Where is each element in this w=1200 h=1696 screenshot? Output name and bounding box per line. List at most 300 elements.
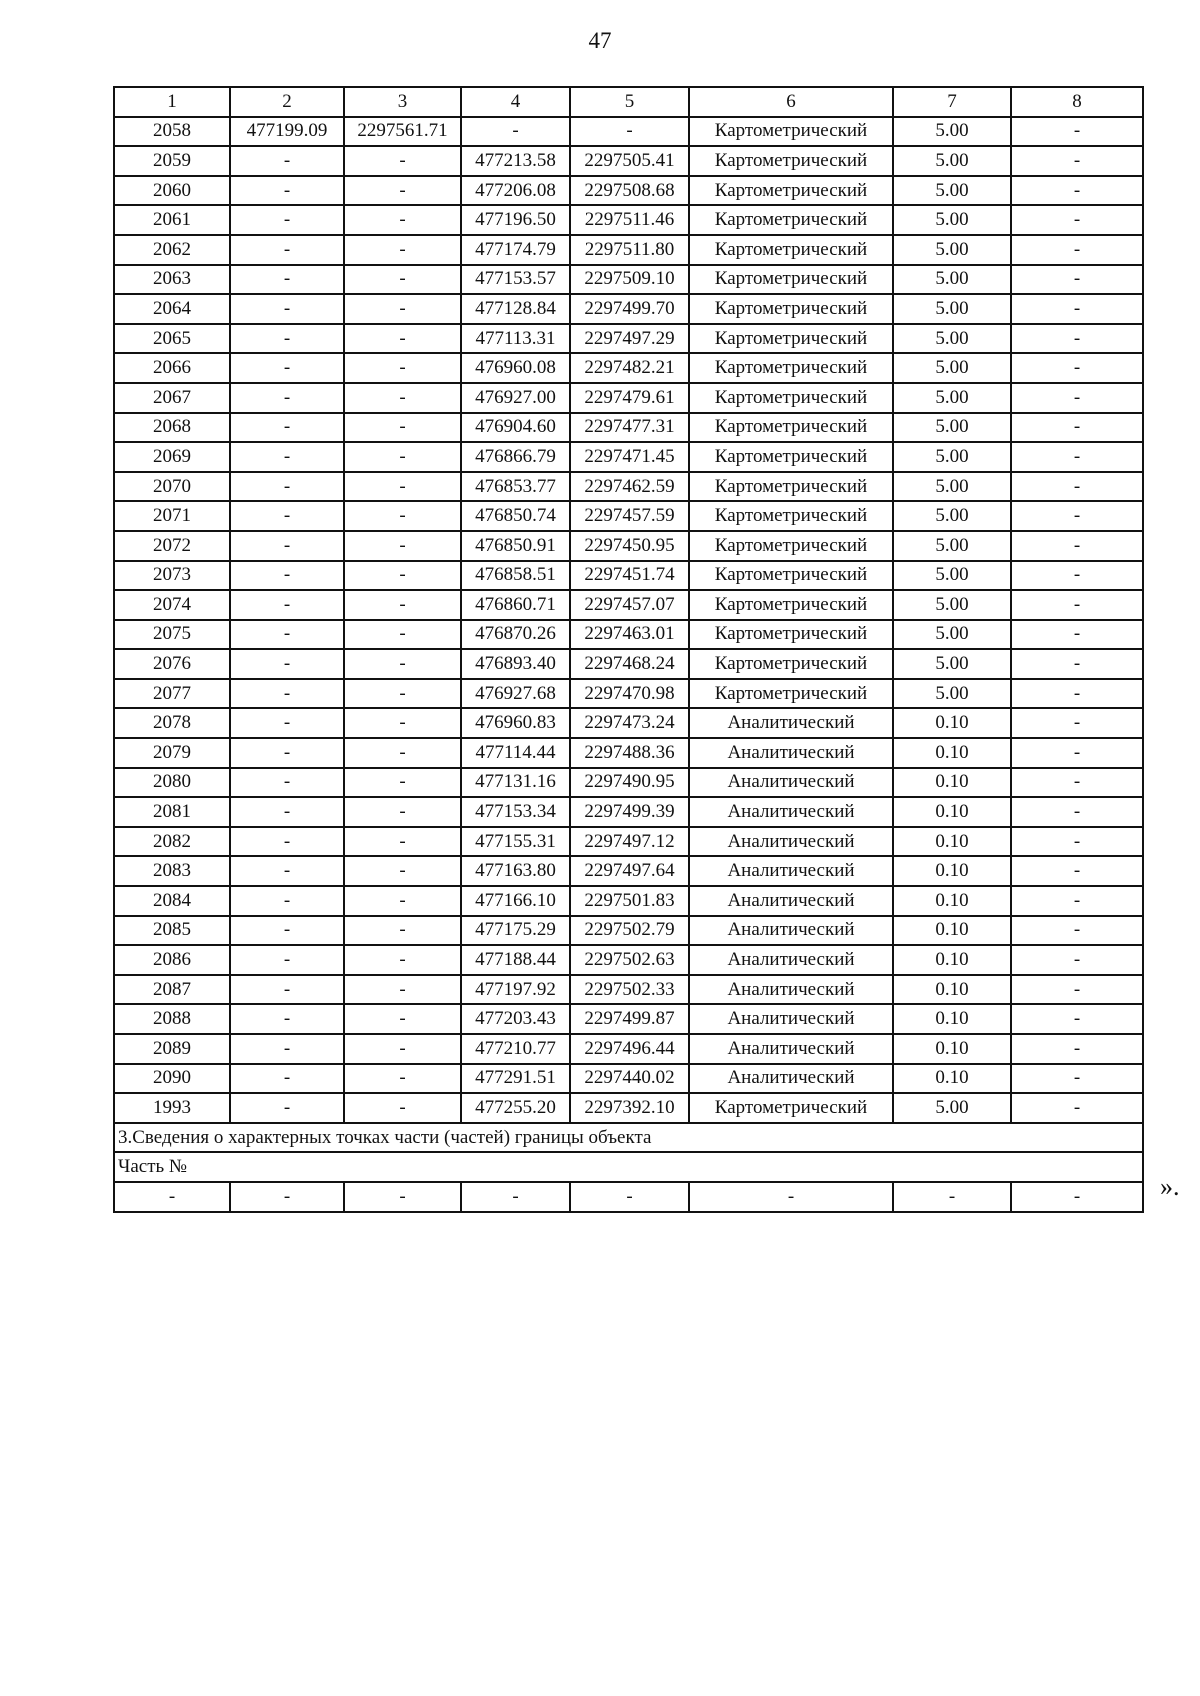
- table-cell: -: [230, 649, 344, 679]
- table-cell: -: [1011, 1182, 1143, 1212]
- table-cell: Картометрический: [689, 235, 893, 265]
- table-cell: 0.10: [893, 768, 1011, 798]
- table-cell: 0.10: [893, 738, 1011, 768]
- table-cell: 2074: [114, 590, 230, 620]
- table-cell: 2075: [114, 620, 230, 650]
- table-cell: 5.00: [893, 679, 1011, 709]
- table-cell: -: [1011, 1064, 1143, 1094]
- table-cell: -: [344, 294, 461, 324]
- table-cell: 5.00: [893, 235, 1011, 265]
- table-cell: 2297508.68: [570, 176, 689, 206]
- table-cell: 2059: [114, 146, 230, 176]
- table-cell: 2297490.95: [570, 768, 689, 798]
- table-row: [114, 146, 1143, 176]
- table-cell: 0.10: [893, 916, 1011, 946]
- table-cell: Картометрический: [689, 117, 893, 147]
- table-cell: -: [230, 590, 344, 620]
- table-cell: 2297499.70: [570, 294, 689, 324]
- table-cell: Аналитический: [689, 1064, 893, 1094]
- table-cell: 2297511.80: [570, 235, 689, 265]
- table-cell: 5: [570, 87, 689, 117]
- table-cell: 0.10: [893, 975, 1011, 1005]
- table-cell: -: [344, 886, 461, 916]
- table-cell: 476904.60: [461, 413, 570, 443]
- table-cell: 477197.92: [461, 975, 570, 1005]
- table-cell: Картометрический: [689, 413, 893, 443]
- closing-quote-mark: ».: [1160, 1172, 1180, 1201]
- table-row: [114, 945, 1143, 975]
- table-cell: 2297479.61: [570, 383, 689, 413]
- table-cell: -: [1011, 856, 1143, 886]
- table-cell: 477210.77: [461, 1034, 570, 1064]
- table-cell: Картометрический: [689, 590, 893, 620]
- table-cell: 2297502.33: [570, 975, 689, 1005]
- table-cell: 0.10: [893, 945, 1011, 975]
- table-row: [114, 1004, 1143, 1034]
- table-cell: 2063: [114, 265, 230, 295]
- table-cell: -: [344, 975, 461, 1005]
- table-cell: -: [230, 679, 344, 709]
- table-cell: -: [1011, 886, 1143, 916]
- table-cell: -: [344, 561, 461, 591]
- table-cell: 477255.20: [461, 1093, 570, 1123]
- table-row: [114, 294, 1143, 324]
- table-cell: -: [689, 1182, 893, 1212]
- table-cell: Аналитический: [689, 738, 893, 768]
- table-cell: -: [1011, 442, 1143, 472]
- table-row: [114, 738, 1143, 768]
- table-cell: 5.00: [893, 176, 1011, 206]
- table-cell: Картометрический: [689, 679, 893, 709]
- table-cell: 2090: [114, 1064, 230, 1094]
- table-cell: 2066: [114, 353, 230, 383]
- table-cell: -: [1011, 383, 1143, 413]
- table-cell: -: [344, 235, 461, 265]
- table-cell: Аналитический: [689, 827, 893, 857]
- table-cell: 4: [461, 87, 570, 117]
- table-cell: 8: [1011, 87, 1143, 117]
- table-cell: 477128.84: [461, 294, 570, 324]
- table-cell: 5.00: [893, 353, 1011, 383]
- table-cell: Картометрический: [689, 501, 893, 531]
- table-cell: 2297392.10: [570, 1093, 689, 1123]
- table-cell: 477174.79: [461, 235, 570, 265]
- table-cell: -: [1011, 797, 1143, 827]
- table-cell: 0.10: [893, 1034, 1011, 1064]
- table-cell: 477188.44: [461, 945, 570, 975]
- table-cell: 2077: [114, 679, 230, 709]
- table-cell: 476927.68: [461, 679, 570, 709]
- table-row: [114, 442, 1143, 472]
- table-cell: -: [230, 205, 344, 235]
- table-cell: -: [230, 797, 344, 827]
- table-cell: 5.00: [893, 620, 1011, 650]
- table-cell: -: [344, 413, 461, 443]
- table-cell: -: [344, 1064, 461, 1094]
- table-cell: -: [344, 590, 461, 620]
- table-row: [114, 531, 1143, 561]
- table-row: [114, 768, 1143, 798]
- table-row: [114, 797, 1143, 827]
- table-cell: 477131.16: [461, 768, 570, 798]
- table-cell: -: [344, 383, 461, 413]
- table-cell: Аналитический: [689, 886, 893, 916]
- table-cell: -: [344, 945, 461, 975]
- table-cell: -: [1011, 205, 1143, 235]
- table-cell: -: [1011, 353, 1143, 383]
- table-cell: -: [461, 1182, 570, 1212]
- table-cell: 477114.44: [461, 738, 570, 768]
- table-cell: Картометрический: [689, 442, 893, 472]
- boundary-points-table: [113, 86, 1144, 1213]
- table-row: [114, 886, 1143, 916]
- table-cell: 2297499.39: [570, 797, 689, 827]
- table-cell: 2297477.31: [570, 413, 689, 443]
- table-cell: Картометрический: [689, 1093, 893, 1123]
- table-cell: Аналитический: [689, 916, 893, 946]
- table-cell: Картометрический: [689, 294, 893, 324]
- table-body: [114, 87, 1143, 1212]
- table-cell: -: [344, 146, 461, 176]
- table-cell: -: [1011, 916, 1143, 946]
- table-cell: -: [1011, 561, 1143, 591]
- table-cell: -: [344, 856, 461, 886]
- table-cell: -: [1011, 620, 1143, 650]
- table-row: [114, 353, 1143, 383]
- table-row: [114, 501, 1143, 531]
- table-cell: 2297462.59: [570, 472, 689, 502]
- table-cell: 2076: [114, 649, 230, 679]
- table-cell: Картометрический: [689, 353, 893, 383]
- table-cell: 2085: [114, 916, 230, 946]
- table-cell: -: [230, 1093, 344, 1123]
- table-cell: 0.10: [893, 856, 1011, 886]
- table-cell: -: [230, 472, 344, 502]
- table-cell: -: [344, 620, 461, 650]
- table-cell: -: [230, 383, 344, 413]
- table-cell: 0.10: [893, 1004, 1011, 1034]
- part-number-row: [114, 1152, 1143, 1182]
- table-cell: 2297505.41: [570, 146, 689, 176]
- table-cell: 2297457.07: [570, 590, 689, 620]
- table-cell: -: [344, 531, 461, 561]
- table-cell: 1993: [114, 1093, 230, 1123]
- table-cell: 2297502.79: [570, 916, 689, 946]
- table-cell: -: [344, 827, 461, 857]
- table-cell: -: [1011, 413, 1143, 443]
- table-cell: Картометрический: [689, 472, 893, 502]
- table-cell: Картометрический: [689, 531, 893, 561]
- table-cell: -: [230, 1182, 344, 1212]
- table-cell: Картометрический: [689, 649, 893, 679]
- table-cell: 2067: [114, 383, 230, 413]
- table-cell: 2297497.29: [570, 324, 689, 354]
- table-cell: Аналитический: [689, 1034, 893, 1064]
- table-cell: 5.00: [893, 383, 1011, 413]
- table-cell: -: [344, 324, 461, 354]
- table-cell: 477291.51: [461, 1064, 570, 1094]
- table-cell: -: [344, 649, 461, 679]
- table-cell: 0.10: [893, 1064, 1011, 1094]
- table-cell: Аналитический: [689, 797, 893, 827]
- table-cell: Аналитический: [689, 708, 893, 738]
- table-cell: 1: [114, 87, 230, 117]
- table-cell: -: [1011, 738, 1143, 768]
- table-cell: 2079: [114, 738, 230, 768]
- table-cell: 5.00: [893, 590, 1011, 620]
- table-row: [114, 975, 1143, 1005]
- table-cell: 2: [230, 87, 344, 117]
- table-cell: 5.00: [893, 324, 1011, 354]
- table-cell: 477213.58: [461, 146, 570, 176]
- table-cell: 2089: [114, 1034, 230, 1064]
- table-cell: -: [230, 768, 344, 798]
- table-row: [114, 1182, 1143, 1212]
- table-cell: 0.10: [893, 827, 1011, 857]
- table-row: [114, 708, 1143, 738]
- table-cell: 0.10: [893, 886, 1011, 916]
- table-cell: 477113.31: [461, 324, 570, 354]
- table-cell: 476870.26: [461, 620, 570, 650]
- table-cell: -: [1011, 235, 1143, 265]
- table-cell: Аналитический: [689, 1004, 893, 1034]
- table-cell: 5.00: [893, 531, 1011, 561]
- table-cell: 2083: [114, 856, 230, 886]
- table-cell: -: [1011, 501, 1143, 531]
- table-cell: -: [230, 1064, 344, 1094]
- table-cell: -: [230, 916, 344, 946]
- table-row: [114, 205, 1143, 235]
- table-cell: 476927.00: [461, 383, 570, 413]
- table-cell: 476866.79: [461, 442, 570, 472]
- table-cell: 476858.51: [461, 561, 570, 591]
- table-cell: 2297497.64: [570, 856, 689, 886]
- table-cell: 477175.29: [461, 916, 570, 946]
- table-cell: -: [461, 117, 570, 147]
- table-cell: -: [1011, 975, 1143, 1005]
- table-cell: 5.00: [893, 472, 1011, 502]
- table-cell: 5.00: [893, 265, 1011, 295]
- section-title: 3.Сведения о характерных точках части (частей) границы объекта: [114, 1123, 1143, 1153]
- table-cell: -: [344, 176, 461, 206]
- table-cell: 2062: [114, 235, 230, 265]
- table-cell: 2297468.24: [570, 649, 689, 679]
- table-cell: 2297511.46: [570, 205, 689, 235]
- table-row: [114, 1034, 1143, 1064]
- table-cell: Картометрический: [689, 146, 893, 176]
- section-title-row: [114, 1123, 1143, 1153]
- table-cell: -: [344, 353, 461, 383]
- table-cell: -: [1011, 294, 1143, 324]
- table-cell: -: [344, 797, 461, 827]
- table-cell: -: [344, 501, 461, 531]
- table-cell: -: [1011, 768, 1143, 798]
- table-cell: -: [1011, 531, 1143, 561]
- table-row: [114, 590, 1143, 620]
- table-cell: -: [230, 1034, 344, 1064]
- table-cell: Аналитический: [689, 768, 893, 798]
- table-cell: -: [1011, 176, 1143, 206]
- table-cell: Картометрический: [689, 265, 893, 295]
- table-cell: 5.00: [893, 413, 1011, 443]
- table-cell: -: [344, 708, 461, 738]
- table-cell: -: [230, 856, 344, 886]
- table-cell: 2058: [114, 117, 230, 147]
- table-cell: -: [230, 531, 344, 561]
- table-row: [114, 561, 1143, 591]
- table-cell: Картометрический: [689, 324, 893, 354]
- table-cell: -: [1011, 472, 1143, 502]
- table-cell: -: [570, 117, 689, 147]
- table-cell: -: [230, 353, 344, 383]
- table-cell: -: [230, 945, 344, 975]
- table-cell: 7: [893, 87, 1011, 117]
- table-cell: 2297488.36: [570, 738, 689, 768]
- table-cell: Картометрический: [689, 176, 893, 206]
- table-cell: 477153.34: [461, 797, 570, 827]
- part-number-label: Часть №: [114, 1152, 1143, 1182]
- table-cell: -: [1011, 324, 1143, 354]
- table-cell: 2297502.63: [570, 945, 689, 975]
- table-cell: -: [230, 620, 344, 650]
- table-cell: 2297561.71: [344, 117, 461, 147]
- table-cell: -: [230, 235, 344, 265]
- table-cell: 5.00: [893, 146, 1011, 176]
- table-cell: 2084: [114, 886, 230, 916]
- table-cell: 2060: [114, 176, 230, 206]
- table-cell: -: [344, 442, 461, 472]
- table-cell: Аналитический: [689, 945, 893, 975]
- table-cell: Аналитический: [689, 856, 893, 886]
- table-cell: 0.10: [893, 708, 1011, 738]
- table-row: [114, 472, 1143, 502]
- table-cell: 476853.77: [461, 472, 570, 502]
- table-row: [114, 620, 1143, 650]
- table-cell: -: [1011, 265, 1143, 295]
- table-cell: Картометрический: [689, 620, 893, 650]
- table-cell: 2297470.98: [570, 679, 689, 709]
- table-cell: 2065: [114, 324, 230, 354]
- table-cell: 2071: [114, 501, 230, 531]
- table-cell: -: [1011, 708, 1143, 738]
- table-cell: 2297509.10: [570, 265, 689, 295]
- table-cell: -: [1011, 649, 1143, 679]
- table-row: [114, 265, 1143, 295]
- table-cell: -: [230, 708, 344, 738]
- table-cell: 2297501.83: [570, 886, 689, 916]
- table-cell: -: [344, 1004, 461, 1034]
- table-cell: -: [230, 265, 344, 295]
- table-cell: 476893.40: [461, 649, 570, 679]
- table-cell: 2297440.02: [570, 1064, 689, 1094]
- table-row: [114, 856, 1143, 886]
- table-cell: 5.00: [893, 294, 1011, 324]
- table-cell: 2297473.24: [570, 708, 689, 738]
- table-cell: -: [230, 738, 344, 768]
- table-cell: -: [230, 561, 344, 591]
- table-cell: 477153.57: [461, 265, 570, 295]
- table-cell: 3: [344, 87, 461, 117]
- table-cell: -: [893, 1182, 1011, 1212]
- table-cell: 2082: [114, 827, 230, 857]
- table-cell: 2072: [114, 531, 230, 561]
- table-cell: 476860.71: [461, 590, 570, 620]
- table-cell: 2064: [114, 294, 230, 324]
- table-row: [114, 1064, 1143, 1094]
- table-cell: 2297463.01: [570, 620, 689, 650]
- table-cell: -: [344, 265, 461, 295]
- table-cell: 2088: [114, 1004, 230, 1034]
- table-cell: 476960.08: [461, 353, 570, 383]
- table-cell: 2069: [114, 442, 230, 472]
- table-cell: 2078: [114, 708, 230, 738]
- table-row: [114, 117, 1143, 147]
- table-cell: Картометрический: [689, 383, 893, 413]
- table-cell: -: [344, 738, 461, 768]
- table-row: [114, 413, 1143, 443]
- table-cell: -: [230, 413, 344, 443]
- table-cell: 477196.50: [461, 205, 570, 235]
- table-cell: -: [230, 827, 344, 857]
- table-cell: -: [230, 146, 344, 176]
- table-cell: -: [230, 1004, 344, 1034]
- table-cell: 477199.09: [230, 117, 344, 147]
- table-cell: -: [344, 679, 461, 709]
- table-cell: -: [344, 916, 461, 946]
- page-number: 47: [588, 28, 612, 53]
- table-cell: -: [114, 1182, 230, 1212]
- table-cell: -: [344, 205, 461, 235]
- table-cell: -: [344, 1034, 461, 1064]
- table-cell: 2081: [114, 797, 230, 827]
- table-row: [114, 324, 1143, 354]
- table-cell: 5.00: [893, 1093, 1011, 1123]
- table-cell: -: [230, 501, 344, 531]
- table-cell: -: [230, 294, 344, 324]
- table-cell: 5.00: [893, 205, 1011, 235]
- table-cell: -: [1011, 1034, 1143, 1064]
- table-cell: Аналитический: [689, 975, 893, 1005]
- table-cell: 477203.43: [461, 1004, 570, 1034]
- table-cell: 476850.91: [461, 531, 570, 561]
- table-cell: 5.00: [893, 442, 1011, 472]
- table-cell: 2297496.44: [570, 1034, 689, 1064]
- table-cell: -: [230, 176, 344, 206]
- table-cell: -: [344, 1093, 461, 1123]
- table-row: [114, 649, 1143, 679]
- table-cell: 5.00: [893, 561, 1011, 591]
- table-cell: 2086: [114, 945, 230, 975]
- table-cell: 2297497.12: [570, 827, 689, 857]
- table-cell: 477163.80: [461, 856, 570, 886]
- table-cell: 477166.10: [461, 886, 570, 916]
- table-row: [114, 679, 1143, 709]
- table-cell: 477155.31: [461, 827, 570, 857]
- table-header-row: [114, 87, 1143, 117]
- table-cell: 5.00: [893, 117, 1011, 147]
- table-cell: -: [1011, 679, 1143, 709]
- table-cell: 2297457.59: [570, 501, 689, 531]
- table-row: [114, 827, 1143, 857]
- table-cell: -: [1011, 1004, 1143, 1034]
- table-cell: -: [1011, 1093, 1143, 1123]
- table-cell: -: [1011, 146, 1143, 176]
- table-cell: 476960.83: [461, 708, 570, 738]
- table-cell: -: [230, 975, 344, 1005]
- table-cell: -: [1011, 945, 1143, 975]
- table-cell: 2297471.45: [570, 442, 689, 472]
- table-row: [114, 383, 1143, 413]
